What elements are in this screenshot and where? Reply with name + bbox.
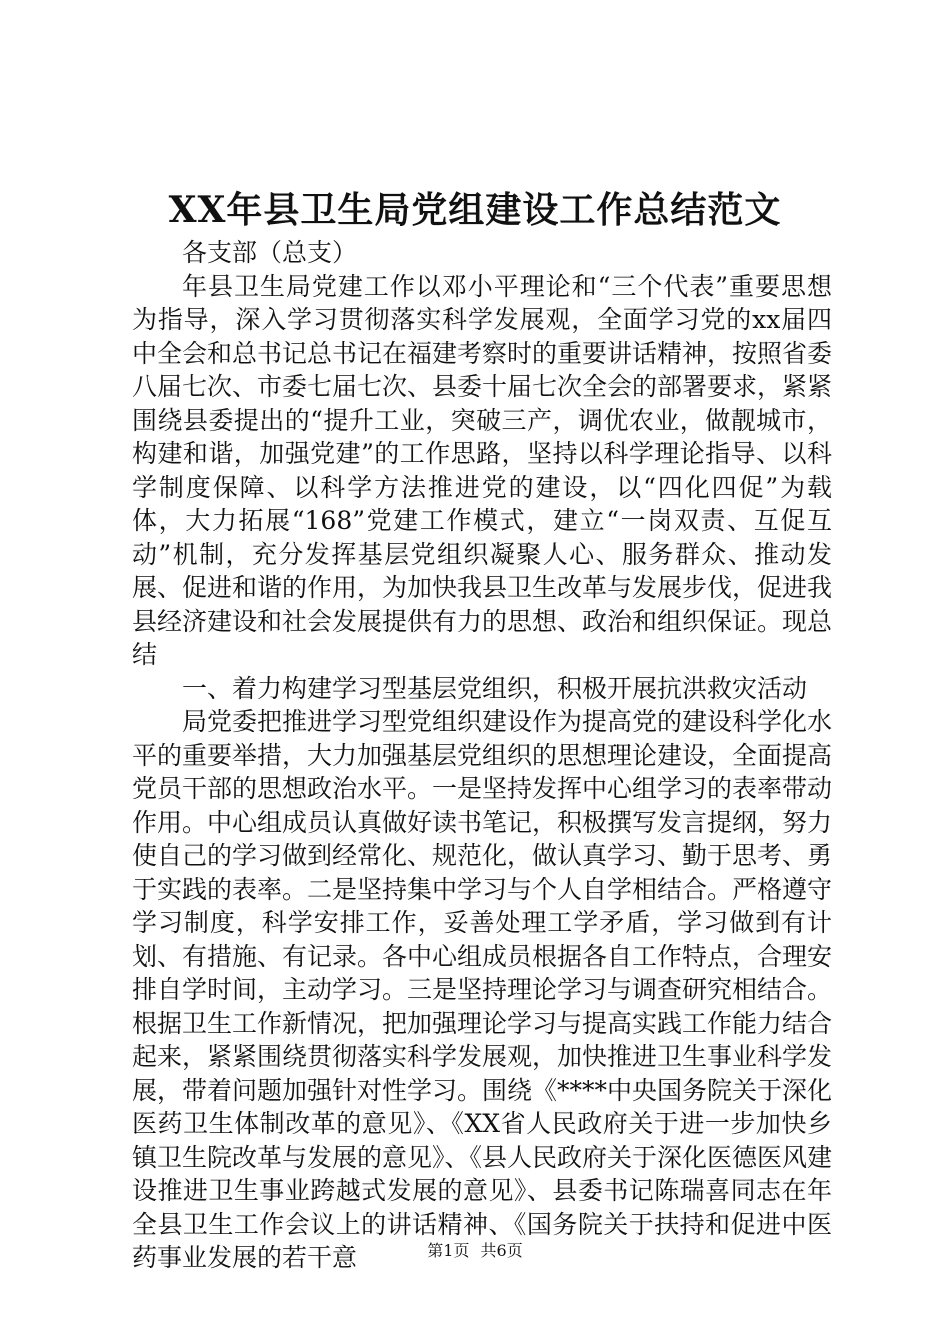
section-heading-1: 一、着力构建学习型基层党组织，积极开展抗洪救灾活动 <box>182 673 808 703</box>
paragraph-intro: 年县卫生局党建工作以邓小平理论和“三个代表”重要思想为指导，深入学习贯彻落实科学发展观，全面学习党的xx届四中全会和总书记总书记在福建考察时的重要讲话精神，按照省委八届七次、市委七届七次、县委十届七次全会的部署要求，紧紧围绕县委提出的“提升工业，突破三产，调优农业，做靓城市，构建和谐，加强党建”的工作思路，坚持以科学理论指导、以科学制度保障、以科学方法推进党的建设，以“四化四促”为载体，大力拓展“168”党建工作模式，建立“一岗双责、互促互动”机制，充分发挥基层党组织凝聚人心、服务群众、推动发展、促进和谐的作用，为加快我县卫生改革与发展步伐，促进我县经济建设和社会发展提供有力的思想、政治和组织保证。现总结 <box>132 271 833 669</box>
document-body <box>132 236 832 1275</box>
page-number: 第1页 <box>427 1241 470 1260</box>
document-title: XX年县卫生局党组建设工作总结范文 <box>168 189 782 231</box>
page-footer <box>0 1240 950 1262</box>
paragraph-section-1: 局党委把推进学习型党组织建设作为提高党的建设科学化水平的重要举措，大力加强基层党组织的思想理论建设，全面提高党员干部的思想政治水平。一是坚持发挥中心组学习的表率带动作用。中心组成员认真做好读书笔记，积极撰写发言提纲，努力使自己的学习做到经常化、规范化，做认真学习、勤于思考、勇于实践的表率。二是坚持集中学习与个人自学相结合。严格遵守学习制度，科学安排工作，妥善处理工学矛盾，学习做到有计划、有措施、有记录。各中心组成员根据各自工作特点，合理安排自学时间，主动学习。三是坚持理论学习与调查研究相结合。根据卫生工作新情况，把加强理论学习与提高实践工作能力结合起来，紧紧围绕贯彻落实科学发展观，加快推进卫生事业科学发展，带着问题加强针对性学习。围绕《****中央国务院关于深化医药卫生体制改革的意见》、《XX省人民政府关于进一步加快乡镇卫生院改革与发展的意见》、《县人民政府关于深化医德医风建设推进卫生事业跨越式发展的意见》、县委书记陈瑞喜同志在年全县卫生工作会议上的讲话精神、《国务院关于扶持和促进中医药事业发展的若干意 <box>132 707 833 1272</box>
salutation: 各支部（总支） <box>182 238 358 267</box>
page-total: 共6页 <box>480 1241 523 1260</box>
